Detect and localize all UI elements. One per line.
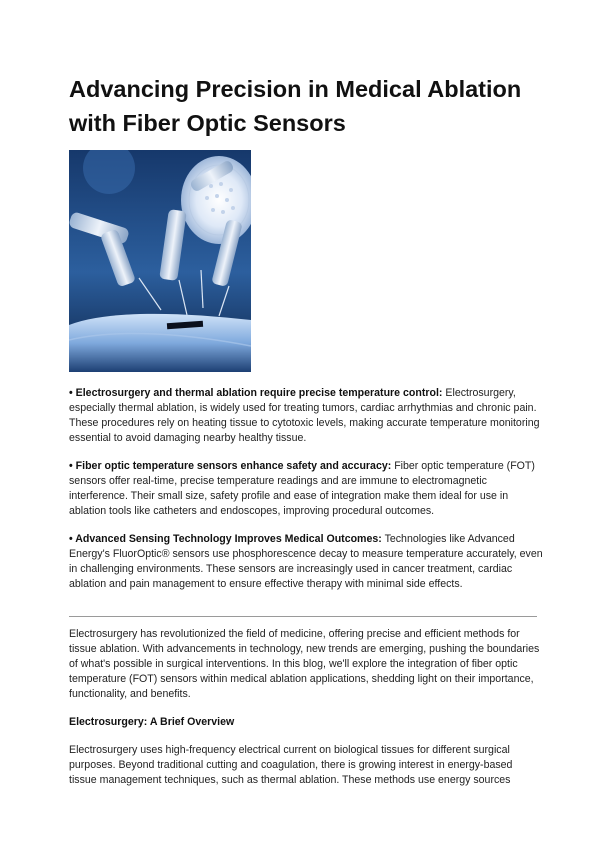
bullet-marker: • [69,460,73,472]
hero-image [69,150,251,372]
intro-paragraph: Electrosurgery has revolutionized the field of medicine, offering precise and efficient methods for tissue ablation. With advancements in technology, new trends are emerging, pushing the boundaries of what's possible in surgical interventions. In this blog, we'll explore the integration of fiber optic temperature (FOT) sensors within medical ablation applications, shedding light on their importance, functionality, and benefits. [69,628,540,700]
bullet-item [69,532,547,592]
bullet-marker: • [69,387,73,399]
bullet-text: Electrosurgery, especially thermal ablation, is widely used for treating tumors, cardiac arrhythmias and chronic pain. These procedures rely on heating tissue to cytotoxic levels, making accurate temperature monitoring essential to avoid damaging nearby healthy tissue. [69,387,540,444]
surgical-robot-illustration [69,150,251,372]
bullet-item [69,459,547,519]
bullet-heading-text: Advanced Sensing Technology Improves Medical Outcomes: [75,533,382,545]
bullet-text: Technologies like Advanced Energy's FluorOptic® sensors use phosphorescence decay to measure temperature accurately, even in challenging environments. These sensors are increasingly used in cancer treatment, cardiac ablation and pain management to ensure effective therapy with minimal side effects. [69,533,543,590]
bullet-heading [69,387,442,399]
bullet-heading [69,460,391,472]
bullet-marker: • [69,533,73,545]
summary-bullets [69,386,547,605]
section-divider [69,616,537,617]
bullet-heading-text: Electrosurgery and thermal ablation require precise temperature control: [75,387,443,399]
bullet-item [69,386,547,446]
section-paragraph: Electrosurgery uses high-frequency electrical current on biological tissues for different surgical purposes. Beyond traditional cutting and coagulation, there is growing interest in energy-based tissue management techniques, such as thermal ablation. These methods use energy sources [69,744,513,786]
bullet-heading [69,533,382,545]
bullet-heading-text: Fiber optic temperature sensors enhance safety and accuracy: [75,460,392,472]
article-title: Advancing Precision in Medical Ablation with Fiber Optic Sensors [69,76,522,136]
bullet-text: Fiber optic temperature (FOT) sensors offer real-time, precise temperature readings and are immune to electromagnetic interference. Their small size, safety profile and ease of integration make them ideal for use in ablation tools like catheters and endoscopes, improving procedural outcomes. [69,460,535,517]
article-body [69,627,541,801]
section-heading: Electrosurgery: A Brief Overview [69,716,235,728]
